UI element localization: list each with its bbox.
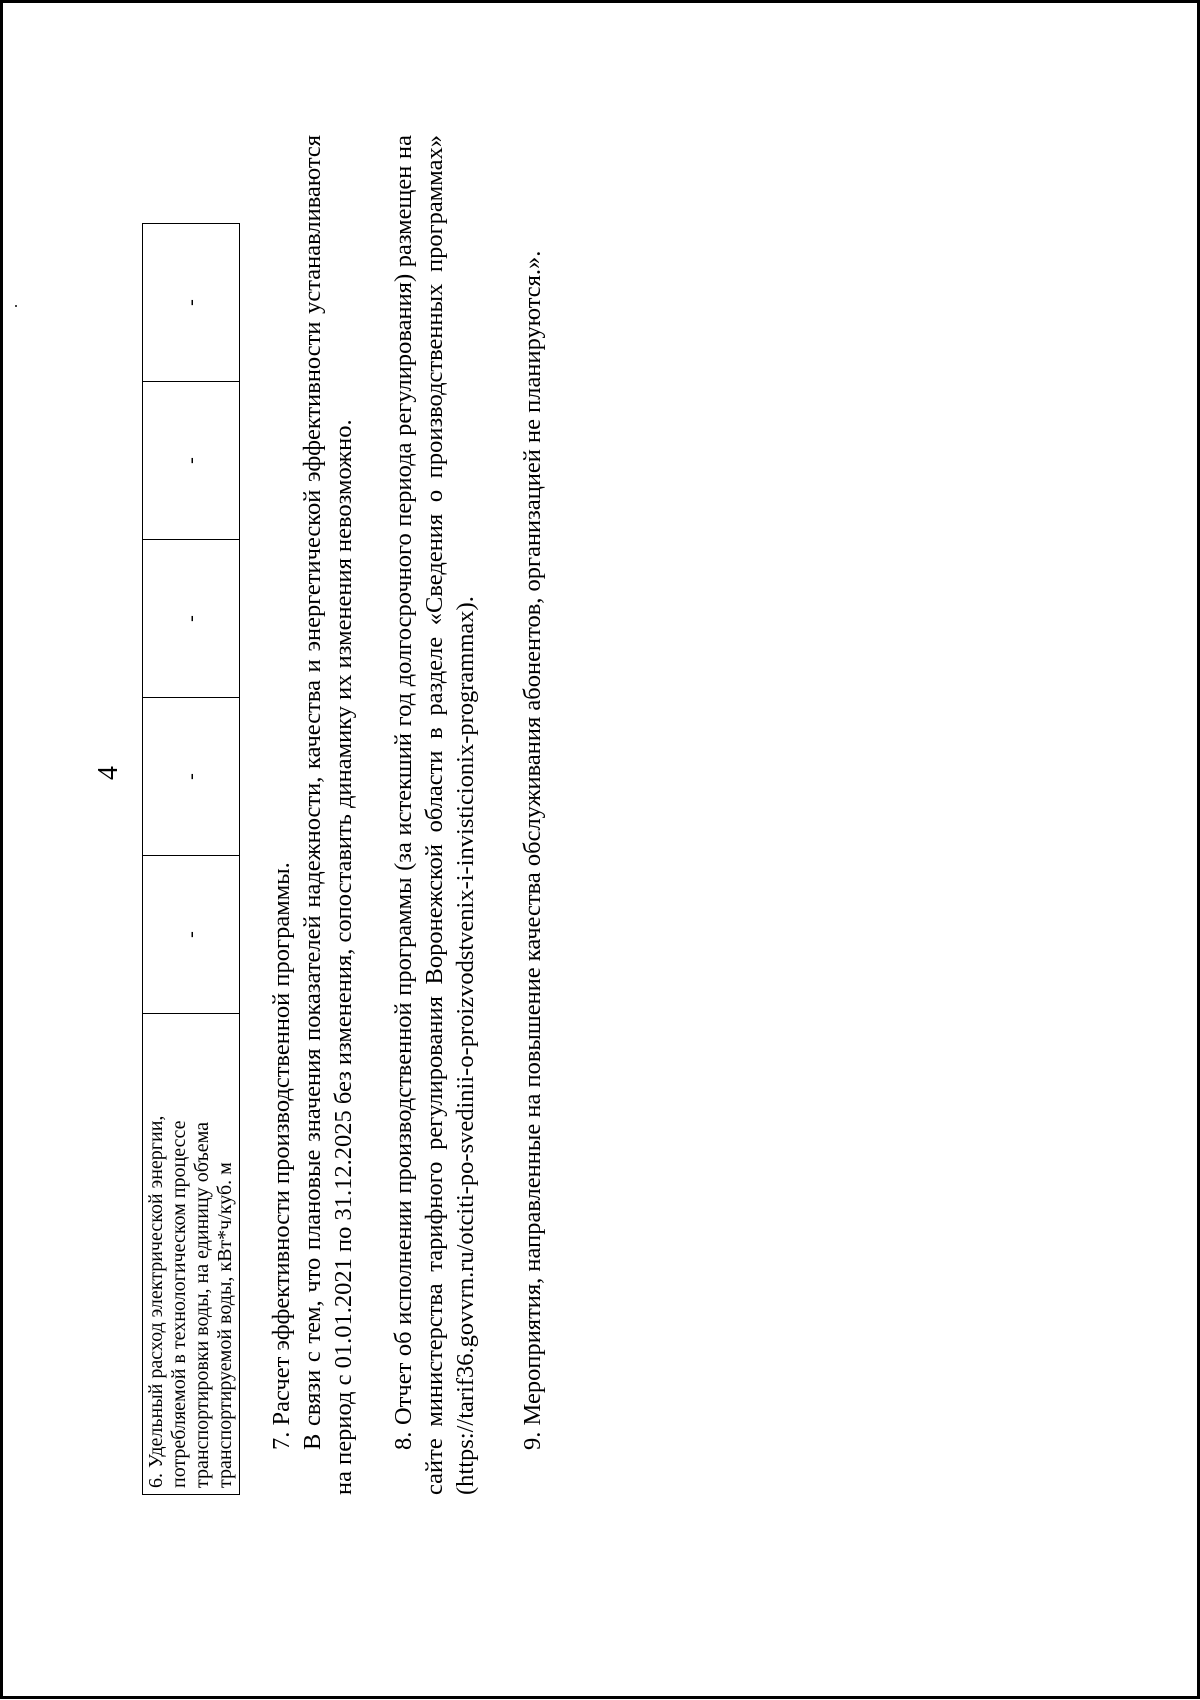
indicator-value-cell: - — [143, 540, 240, 698]
indicator-value-cell: - — [143, 698, 240, 856]
section-9-body: 9. Мероприятия, направленные на повышение качества обслуживания абонентов, организацией не планируются.». — [519, 250, 546, 1450]
indicator-name-cell: 6. Удельный расход электрической энергии, потребляемой в технологическом процессе транспортировки воды, на единицу объема транспортируемой воды, кВт*ч/куб. м — [143, 1014, 240, 1495]
table-row — [143, 224, 240, 1495]
page-number: 4 — [93, 766, 124, 780]
section-8 — [388, 135, 481, 1495]
indicator-value-cell: - — [143, 856, 240, 1014]
section-7-body: В связи с тем, что плановые значения показателей надежности, качества и энергетической эффективности устанавливаются на период с 01.01.2021 по 31.12.2025 без изменения, сопоставить динамику их изменения невозможно. — [299, 135, 357, 1495]
section-7-heading: 7. Расчет эффективности производственной программы. — [268, 862, 295, 1450]
section-9 — [517, 135, 548, 1495]
section-7 — [266, 135, 359, 1495]
indicator-value-cell: - — [143, 224, 240, 382]
indicator-table — [142, 223, 240, 1495]
section-8-body: 8. Отчет об исполнении производственной программы (за истекший год долгосрочного периода регулирования) размещен на сайте министерства тарифного регулирования Воронежской области в разделе «Сведения о производственных программах» (https://tarif36.govvrn.ru/otciti-po-svedinii-o-proizvodstvenix-i-invisticionix-programmax). — [390, 135, 479, 1495]
indicator-value-cell: - — [143, 382, 240, 540]
